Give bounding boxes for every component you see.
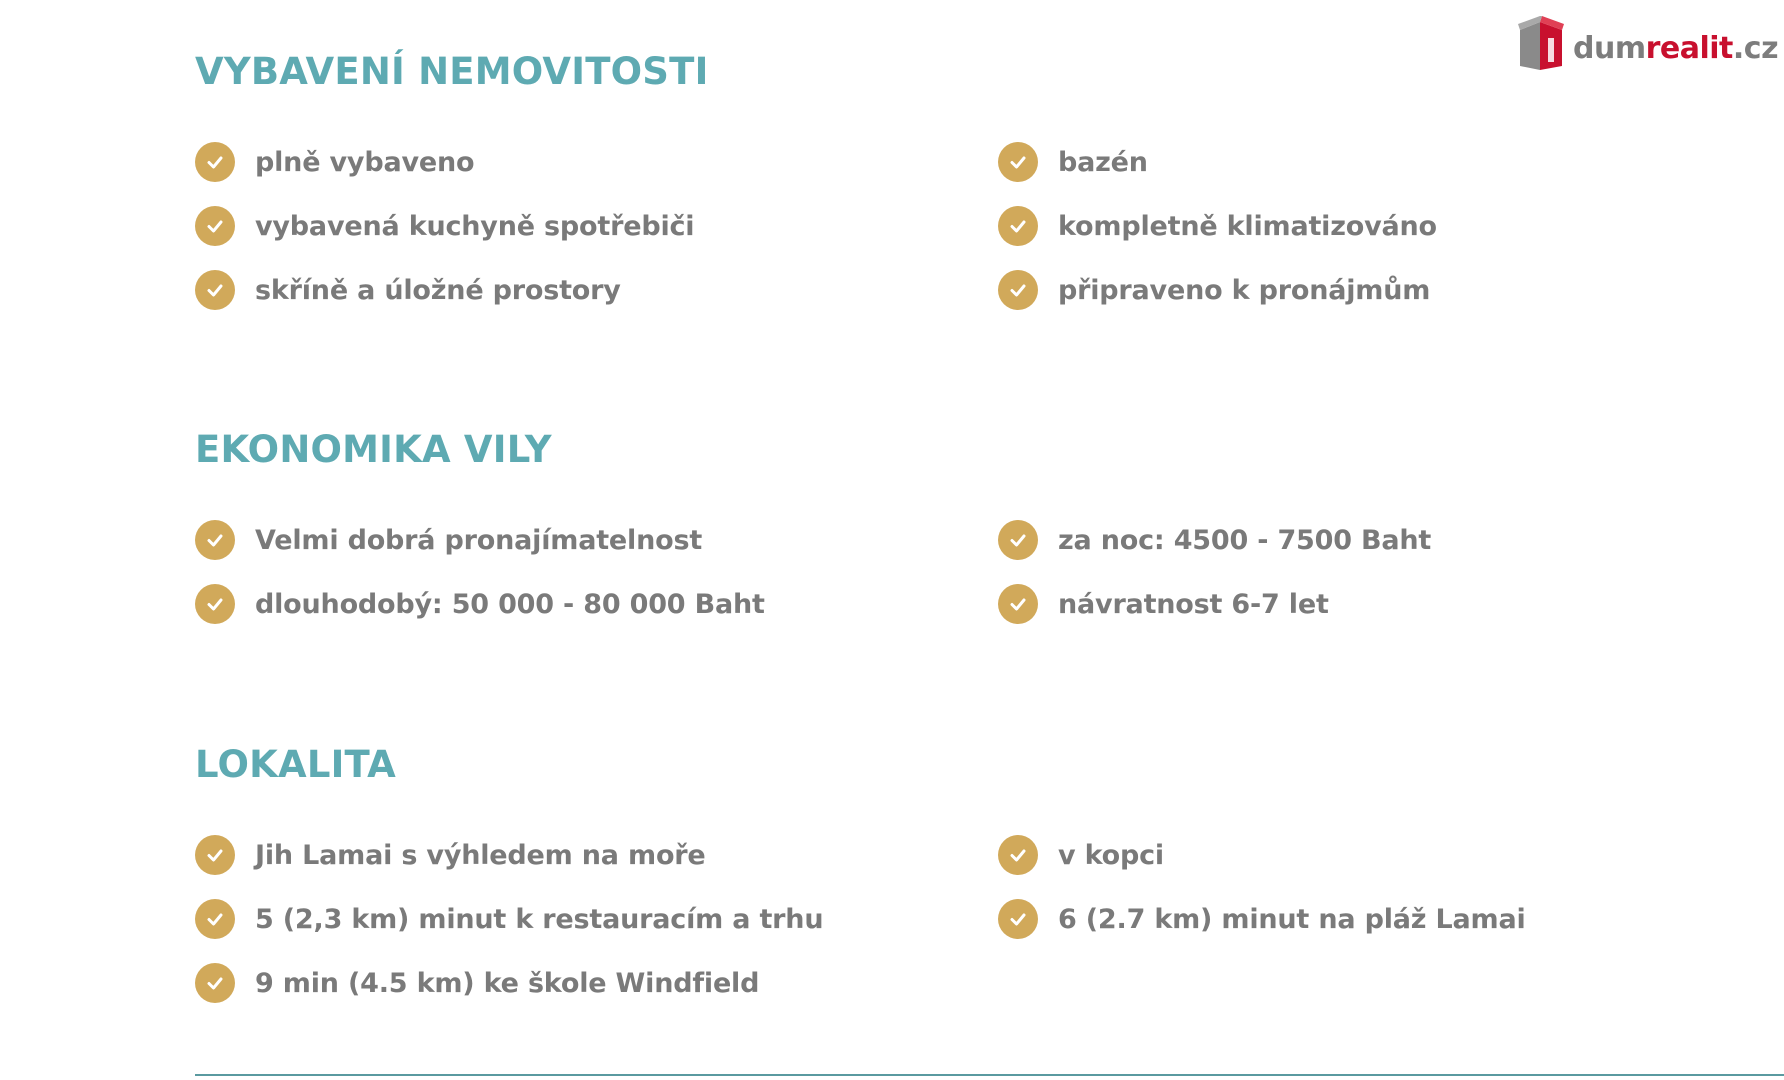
checkmark-icon <box>998 584 1038 624</box>
section-title: EKONOMIKA VILY <box>195 428 552 471</box>
list-item-label: Jih Lamai s výhledem na moře <box>255 839 706 871</box>
list-item <box>195 835 706 875</box>
list-item <box>998 520 1431 560</box>
list-item <box>195 142 474 182</box>
list-item <box>998 270 1430 310</box>
list-item-label: plně vybaveno <box>255 146 475 178</box>
checkmark-icon <box>195 142 235 182</box>
checkmark-icon <box>998 520 1038 560</box>
checkmark-icon <box>195 584 235 624</box>
list-item <box>998 835 1164 875</box>
list-item <box>195 899 823 939</box>
section-lokalita <box>195 743 1595 999</box>
checkmark-icon <box>195 206 235 246</box>
logo-part-cz: .cz <box>1732 31 1779 66</box>
checkmark-icon <box>195 835 235 875</box>
list-item <box>998 206 1437 246</box>
list-item <box>998 584 1329 624</box>
list-item-label: 9 min (4.5 km) ke škole Windfield <box>255 967 760 999</box>
checkmark-icon <box>998 835 1038 875</box>
checkmark-icon <box>195 963 235 1003</box>
list-item-label: kompletně klimatizováno <box>1058 210 1437 242</box>
logo-part-realit: realit <box>1645 31 1733 66</box>
checkmark-icon <box>195 270 235 310</box>
list-item <box>998 142 1148 182</box>
checkmark-icon <box>998 206 1038 246</box>
logo-wordmark <box>1573 31 1779 66</box>
list-item <box>195 270 621 310</box>
list-item <box>195 206 694 246</box>
section-title: LOKALITA <box>195 743 396 786</box>
checkmark-icon <box>195 520 235 560</box>
list-item-label: návratnost 6-7 let <box>1058 588 1329 620</box>
list-item <box>195 963 759 1003</box>
list-item-label: vybavená kuchyně spotřebiči <box>255 210 695 242</box>
checkmark-icon <box>998 899 1038 939</box>
list-item <box>195 520 702 560</box>
bottom-divider <box>195 1074 1784 1076</box>
list-item-label: za noc: 4500 - 7500 Baht <box>1058 524 1432 556</box>
section-title: VYBAVENÍ NEMOVITOSTI <box>195 50 709 93</box>
section-ekonomika <box>195 428 1595 620</box>
list-item-label: dlouhodobý: 50 000 - 80 000 Baht <box>255 588 765 620</box>
section-vybaveni <box>195 50 1595 306</box>
list-item <box>195 584 765 624</box>
list-item-label: v kopci <box>1058 839 1164 871</box>
list-item-label: bazén <box>1058 146 1148 178</box>
list-item-label: skříně a úložné prostory <box>255 274 621 306</box>
logo-part-dum: dum <box>1573 31 1646 66</box>
list-item-label: Velmi dobrá pronajímatelnost <box>255 524 703 556</box>
checkmark-icon <box>998 270 1038 310</box>
checkmark-icon <box>998 142 1038 182</box>
list-item-label: 6 (2.7 km) minut na pláž Lamai <box>1058 903 1526 935</box>
list-item-label: 5 (2,3 km) minut k restauracím a trhu <box>255 903 824 935</box>
list-item-label: připraveno k pronájmům <box>1058 274 1431 306</box>
checkmark-icon <box>195 899 235 939</box>
list-item <box>998 899 1526 939</box>
